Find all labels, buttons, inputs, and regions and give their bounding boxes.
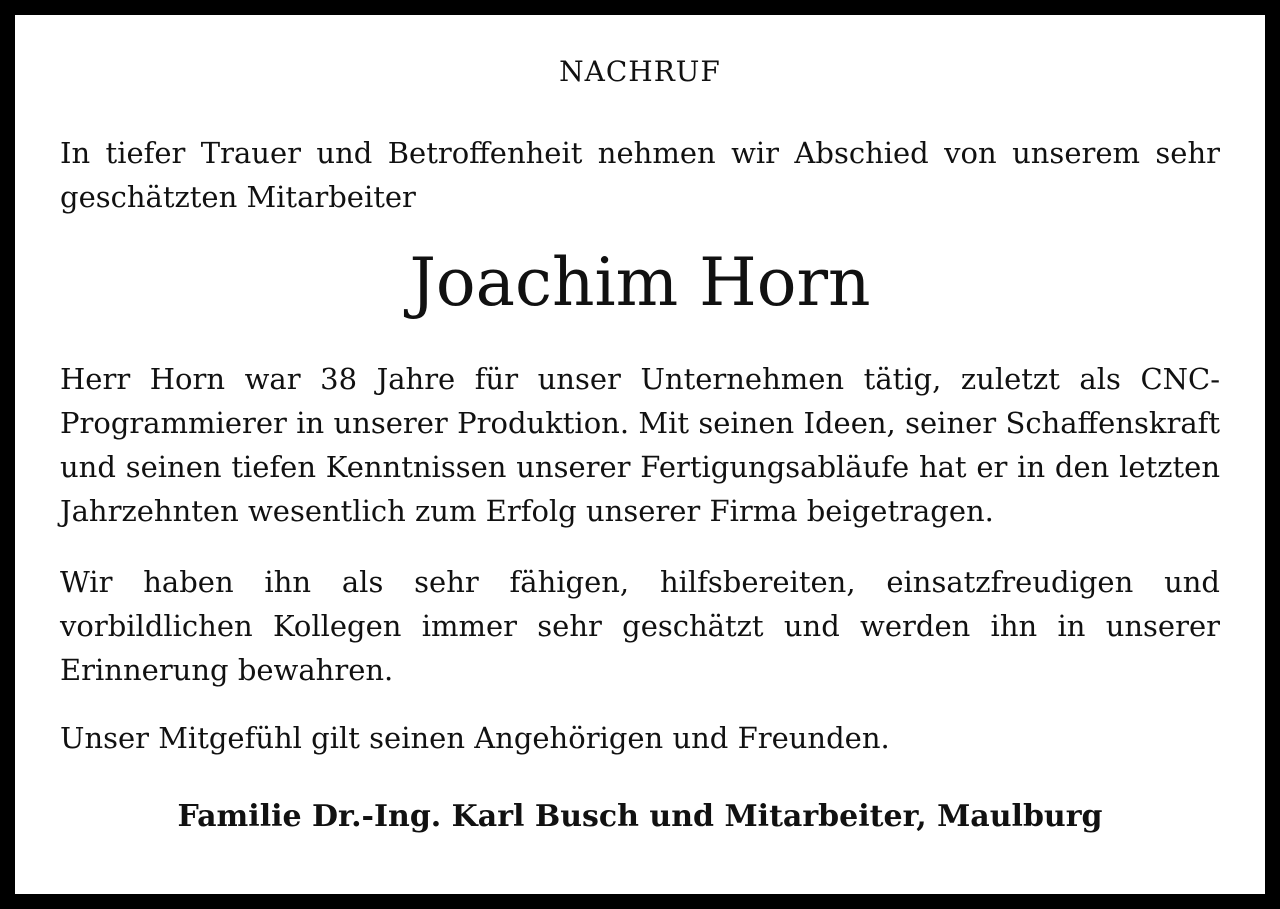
career-paragraph: Herr Horn war 38 Jahre für unser Unternehmen tätig, zuletzt als CNC-Programmierer in unserer Produktion. Mit seinen Ideen, seiner Schaffenskraft und seinen tiefen Kenntnissen unserer Fertigungsabläufe hat er in den letzten Jahrzehnten wesentlich zum Erfolg unserer Firma beigetragen. (60, 362, 1220, 528)
notice-heading: NACHRUF (559, 55, 721, 88)
deceased-name: Joachim Horn (409, 244, 871, 321)
obituary-notice (15, 15, 1265, 894)
appreciation-paragraph: Wir haben ihn als sehr fähigen, hilfsbereiten, einsatzfreudigen und vorbildlichen Kollegen immer sehr geschätzt und werden ihn in unserer Erinnerung bewahren. (60, 565, 1220, 687)
condolence-paragraph: Unser Mitgefühl gilt seinen Angehörigen und Freunden. (60, 721, 890, 755)
signature: Familie Dr.-Ing. Karl Busch und Mitarbeiter, Maulburg (177, 799, 1103, 834)
intro-paragraph: In tiefer Trauer und Betroffenheit nehmen wir Abschied von unserem sehr geschätzten Mitarbeiter (60, 136, 1220, 214)
